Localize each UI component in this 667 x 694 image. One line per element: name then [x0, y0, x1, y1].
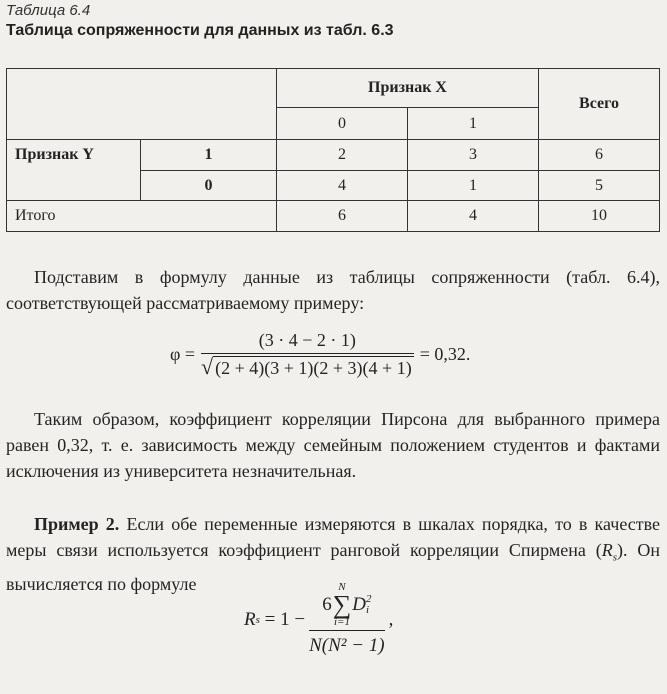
spearman-eq: = 1 − — [259, 608, 306, 630]
cell-total: 5 — [539, 170, 660, 201]
phi-numerator: (3 · 4 − 2 · 1) — [258, 330, 356, 350]
header-feature-x: Признак X — [277, 69, 539, 108]
paragraph-substitute: Подставим в формулу данные из таблицы сопряженности (табл. 6.4), соответствующей рассматриваемому примеру: — [6, 267, 660, 313]
paragraph-conclusion: Таким образом, коэффициент корреляции Пирсона для выбранного примера равен 0,32, т. е. зависимость между семейным положением студентов и фактами исключения из университета незначительная. — [6, 409, 660, 481]
spearman-fraction — [309, 582, 385, 657]
total-row-empty — [141, 201, 277, 232]
header-x-0: 0 — [277, 107, 408, 140]
phi-denominator — [201, 353, 414, 379]
phi-denominator-radicand: (2 + 4)(3 + 1)(2 + 3)(4 + 1) — [215, 358, 412, 378]
spearman-formula — [244, 582, 393, 657]
sum-operator — [333, 582, 352, 628]
example-2-text-pre: Если обе переменные измеряются в шкалах порядка, то в качестве меры связи используется коэффициент ранговой корреляции Спирмена ( — [6, 514, 660, 560]
cell-value: 6 — [277, 201, 408, 232]
row-label-empty — [7, 170, 141, 201]
table-corner-cell — [7, 69, 277, 140]
cell-value: 2 — [277, 140, 408, 171]
spearman-term: D — [352, 594, 366, 615]
sum-upper-limit: N — [338, 581, 346, 593]
spearman-lhs-sub: s — [255, 613, 260, 626]
example-2-symbol: R — [601, 540, 613, 560]
table-caption-title: Таблица сопряженности для данных из табл. 6.3 — [6, 22, 394, 39]
cell-total: 6 — [539, 140, 660, 171]
row-y-value: 0 — [141, 170, 277, 201]
cell-value: 3 — [408, 140, 539, 171]
header-x-1: 1 — [408, 107, 539, 140]
row-label-feature-y: Признак Y — [7, 140, 141, 171]
example-2-lead: Пример 2. — [34, 514, 120, 534]
contingency-table — [6, 68, 660, 232]
example-2-symbol-sub: s — [612, 551, 617, 564]
spearman-numerator — [316, 582, 377, 630]
phi-fraction — [201, 330, 414, 379]
spearman-term-scripts — [366, 594, 372, 616]
table-row — [7, 170, 660, 201]
sum-lower-limit: i=1 — [333, 616, 350, 628]
spearman-coef: 6 — [322, 594, 332, 615]
cell-value: 4 — [408, 201, 539, 232]
spearman-lhs-symbol: R — [244, 608, 256, 630]
table-caption-label: Таблица 6.4 — [6, 2, 91, 19]
phi-formula — [170, 330, 470, 379]
row-y-value: 1 — [141, 140, 277, 171]
spearman-denominator: N(N² − 1) — [309, 630, 385, 657]
total-row-label: Итого — [7, 201, 141, 232]
sqrt-icon: √ — [201, 354, 214, 379]
phi-lhs: φ = — [170, 344, 196, 364]
cell-total: 10 — [539, 201, 660, 232]
cell-value: 1 — [408, 170, 539, 201]
example-2-text-post: ). Он вычисляется по формуле — [6, 540, 660, 594]
phi-result: = 0,32. — [419, 344, 471, 364]
header-total: Всего — [539, 69, 660, 140]
sigma-icon: ∑ — [332, 590, 352, 619]
spearman-term-sub: i — [365, 604, 370, 616]
spearman-term-sup: 2 — [365, 593, 372, 605]
spearman-tail: , — [388, 608, 394, 630]
table-row — [7, 140, 660, 171]
table-row-total — [7, 201, 660, 232]
cell-value: 4 — [277, 170, 408, 201]
